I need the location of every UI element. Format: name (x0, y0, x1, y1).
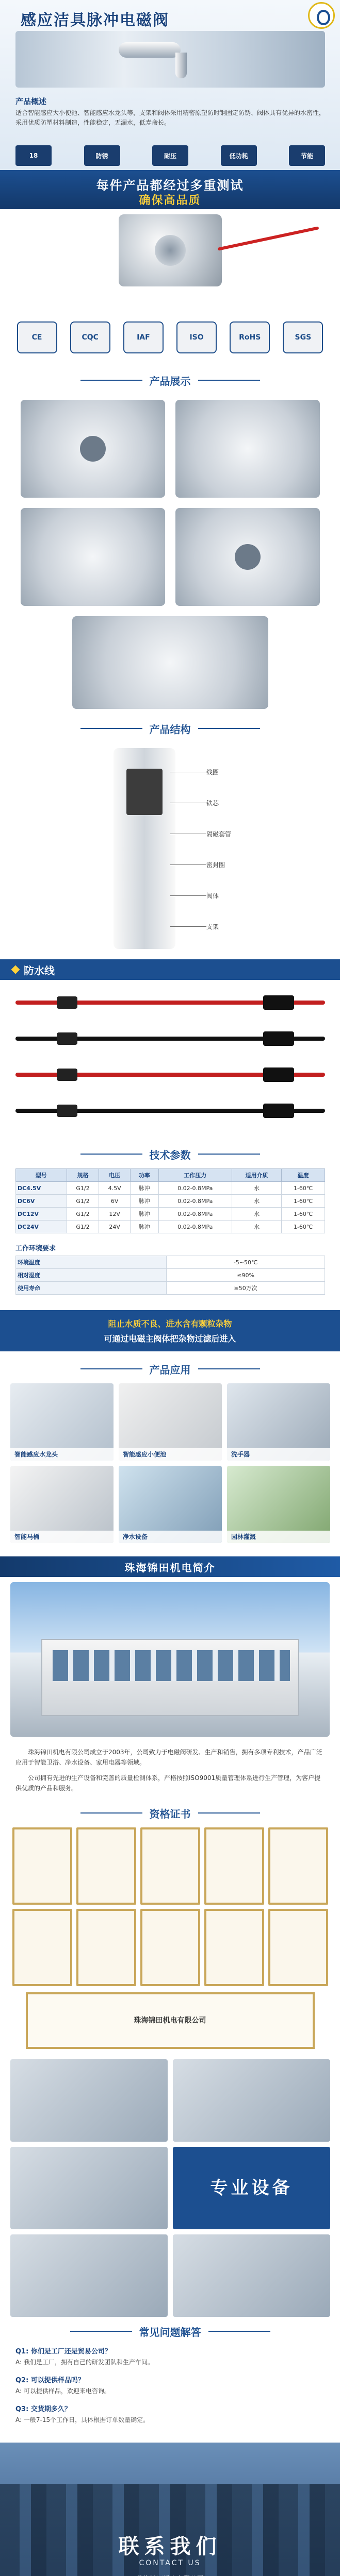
structure-label: 线圈 (206, 769, 219, 776)
quality-section (0, 170, 340, 304)
waterproof-section (0, 980, 340, 1145)
cert-badge: CE (17, 321, 57, 353)
certificate-image (268, 1909, 328, 1986)
feature-icon: 耐压 (152, 145, 188, 166)
cert-badge: RoHS (230, 321, 270, 353)
company-building-image (10, 1582, 330, 1737)
factory-photo (173, 2234, 330, 2317)
table-row: DC4.5V G1/2 4.5V 脉冲 0.02-0.8MPa 水 1-60℃ (16, 1182, 325, 1195)
wire-image (15, 1109, 325, 1113)
quality-line2: 确保高品质 (139, 194, 201, 207)
quality-wire-image (218, 226, 319, 250)
faq-item (15, 2346, 325, 2367)
cert-badge: SGS (283, 321, 323, 353)
certificate-image (76, 1909, 136, 1986)
section-header-structure: 产品结构 (0, 719, 340, 738)
faq-answer: A: 可以提供样品，欢迎来电咨询。 (15, 2387, 110, 2395)
spec-header: 适用介质 (232, 1169, 281, 1182)
spec-header: 工作压力 (158, 1169, 232, 1182)
app-card: 园林灌溉 (227, 1466, 330, 1543)
wire-image (15, 1001, 325, 1005)
certification-logos (0, 304, 340, 371)
contact-section (0, 2443, 340, 2576)
feature-icon: 18 (15, 145, 52, 166)
section-header-apps: 产品应用 (0, 1360, 340, 1378)
certificate-image (140, 1827, 200, 1905)
faq-question: Q1: 你们是工厂还是贸易公司？ (15, 2348, 111, 2355)
certificate-image (12, 1909, 72, 1986)
section-header-faq: 常见问题解答 (0, 2322, 340, 2341)
feature-icon: 节能 (289, 145, 325, 166)
faq-answer: A: 我们是工厂，拥有自己的研发团队和生产车间。 (15, 2359, 154, 2366)
factory-photo (10, 2234, 168, 2317)
faq-question: Q3: 交货期多久？ (15, 2405, 71, 2413)
company-intro (0, 1742, 340, 1804)
structure-label: 铁芯 (206, 800, 219, 807)
feature-icon: 低功耗 (221, 145, 257, 166)
warning-line1: 阻止水质不良、进水含有颗粒杂物 (108, 1319, 232, 1329)
spec-header: 温度 (282, 1169, 325, 1182)
certificate-image (268, 1827, 328, 1905)
factory-photo (10, 2147, 168, 2229)
factory-photo (173, 2059, 330, 2142)
spec-header: 型号 (16, 1169, 67, 1182)
professional-equipment-badge: 专业设备 (173, 2147, 330, 2229)
table-row: DC6V G1/2 6V 脉冲 0.02-0.8MPa 水 1-60℃ (16, 1195, 325, 1208)
section-header-waterproof: 防水线 (0, 959, 340, 980)
table-row: DC24V G1/2 24V 脉冲 0.02-0.8MPa 水 1-60℃ (16, 1221, 325, 1233)
cert-badge: ISO (176, 321, 217, 353)
factory-photo (10, 2059, 168, 2142)
factory-section (0, 2054, 340, 2322)
feature-icon: 防锈 (84, 145, 120, 166)
hero-section (0, 0, 340, 170)
section-header-display: 产品展示 (0, 371, 340, 389)
page-title: 感应洁具脉冲电磁阀 (21, 11, 169, 29)
display-section (0, 389, 340, 719)
warning-line2: 可通过电磁主阀体把杂物过滤后进入 (104, 1334, 236, 1344)
certificate-image (140, 1909, 200, 1986)
contact-subtitle: CONTACT US (139, 2559, 201, 2567)
table-row: 环境温度 -5~50℃ (16, 1256, 325, 1269)
certificate-image (204, 1909, 264, 1986)
quality-line1: 每件产品都经过多重测试 (96, 178, 244, 193)
overview-label: 产品概述 (15, 97, 47, 106)
certificates-section (0, 1822, 340, 2054)
section-header-specs: 技术参数 (0, 1145, 340, 1163)
app-card: 智能马桶 (10, 1466, 114, 1543)
company-banner: 珠海锦田机电简介 (0, 1556, 340, 1577)
company-paragraph: 珠海锦田机电有限公司成立于2003年，公司致力于电磁阀研发、生产和销售，拥有多项专利技术，产品广泛应用于智能卫浴、净水设备、家用电器等领域。 (15, 1749, 322, 1766)
spec-header: 规格 (67, 1169, 99, 1182)
coil-part (126, 769, 163, 815)
faq-item (15, 2375, 325, 2396)
specs-section (0, 1163, 340, 1300)
contact-company (0, 2573, 340, 2576)
section-header-certificates: 资格证书 (0, 1804, 340, 1822)
business-license-image: 珠海锦田机电有限公司 (26, 1992, 315, 2049)
warning-banner (0, 1310, 340, 1351)
company-paragraph: 公司拥有先进的生产设备和完善的质量检测体系，严格按照ISO9001质量管理体系进行生产管理，为客户提供优质的产品和服务。 (15, 1774, 321, 1792)
spec-header: 功率 (130, 1169, 158, 1182)
product-photo (21, 508, 165, 606)
certificate-image (12, 1827, 72, 1905)
apps-section (0, 1378, 340, 1548)
wire-image (15, 1073, 325, 1077)
cert-badge: CQC (70, 321, 110, 353)
quality-product-image (119, 214, 222, 286)
product-photo (175, 400, 320, 498)
spec-table (15, 1168, 325, 1233)
product-photo (21, 400, 165, 498)
spec-header: 电压 (99, 1169, 131, 1182)
contact-title: 联系我们 (118, 2535, 222, 2558)
app-card: 净水设备 (119, 1466, 222, 1543)
env-table (15, 1256, 325, 1295)
table-row: DC12V G1/2 12V 脉冲 0.02-0.8MPa 水 1-60℃ (16, 1208, 325, 1221)
structure-label: 阀体 (206, 892, 219, 900)
table-row: 使用寿命 ≥50万次 (16, 1282, 325, 1295)
structure-label: 支架 (206, 923, 219, 930)
table-row: 相对湿度 ≤90% (16, 1269, 325, 1282)
env-title: 工作环境要求 (15, 1245, 56, 1252)
overview-text: 适合智能感应大小便池、智能感应水龙头等，支架和阀体采用精密原塑防时钢固定防锈、阀体具有优异的水密性，采用优质防塑材料制造，性能稳定，无漏水，低寿命长。 (15, 109, 326, 126)
certificate-image (76, 1827, 136, 1905)
company-logo-icon (308, 2, 335, 29)
product-photo (72, 616, 268, 709)
certificate-image (204, 1827, 264, 1905)
hero-product-image (15, 31, 325, 88)
faq-item (15, 2403, 325, 2425)
structure-label: 密封圈 (206, 861, 225, 869)
app-card: 智能感应水龙头 (10, 1383, 114, 1461)
cert-badge: IAF (123, 321, 164, 353)
structure-label: 隔磁套管 (206, 831, 232, 838)
product-photo (175, 508, 320, 606)
faq-section (0, 2341, 340, 2437)
wire-image (15, 1037, 325, 1041)
app-card: 智能感应小便池 (119, 1383, 222, 1461)
faq-answer: A: 一般7-15个工作日，具体根据订单数量确定。 (15, 2416, 150, 2424)
app-card: 洗手器 (227, 1383, 330, 1461)
feature-icons (15, 145, 325, 166)
structure-section (0, 738, 340, 959)
faq-question: Q2: 可以提供样品吗？ (15, 2377, 85, 2384)
